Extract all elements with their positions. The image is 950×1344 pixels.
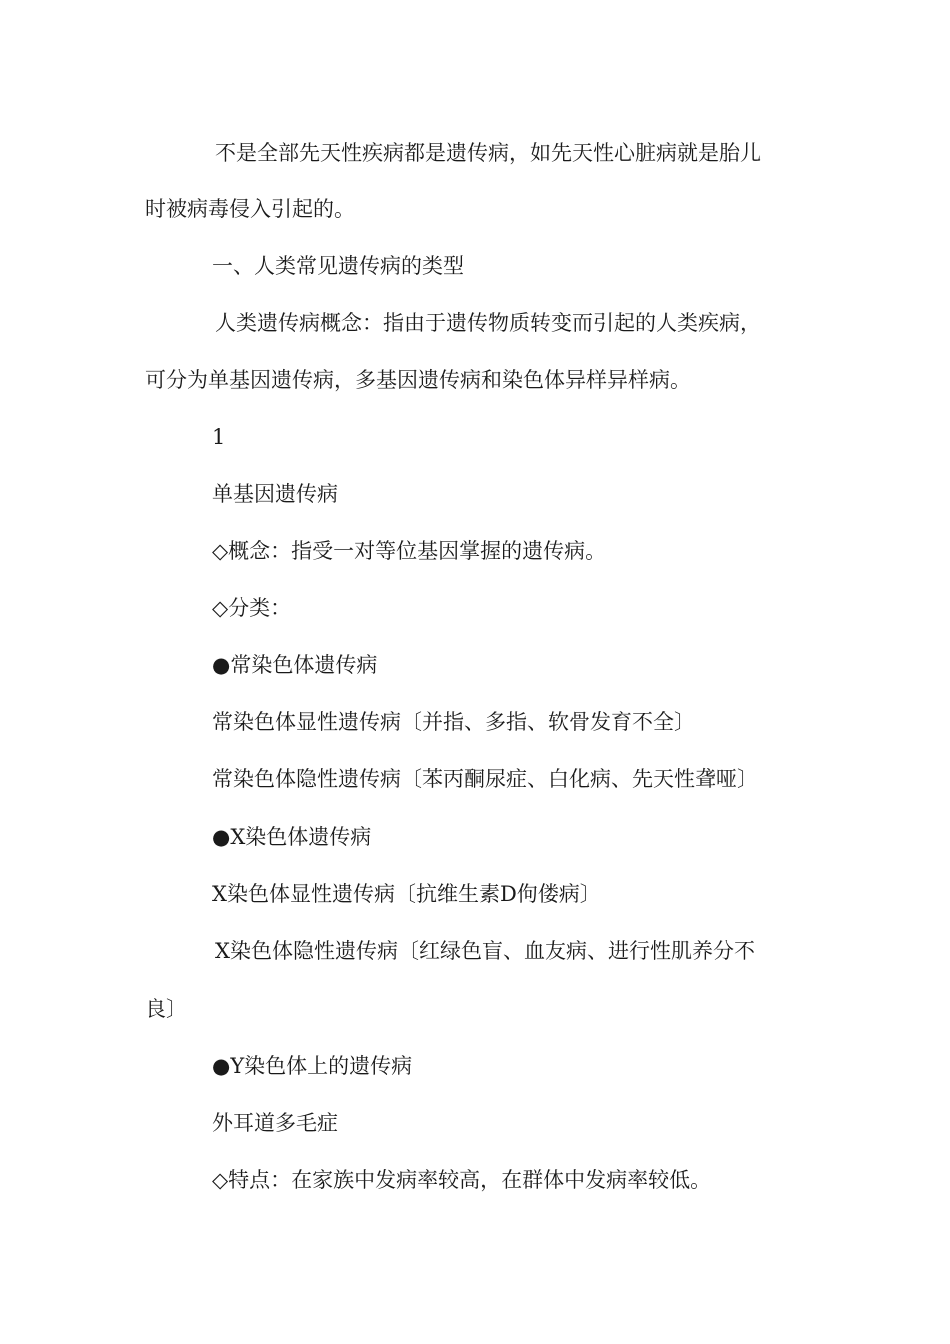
bullet-item: ●Y染色体上的遗传病 — [212, 1054, 413, 1078]
bullet-item: ●X染色体遗传病 — [212, 825, 372, 849]
list-item: 外耳道多毛症 — [212, 1111, 338, 1135]
paragraph-line: 不是全部先天性疾病都是遗传病，如先天性心脏病就是胎儿 — [215, 141, 761, 165]
paragraph-line: 人类遗传病概念：指由于遗传物质转变而引起的人类疾病， — [215, 311, 761, 335]
feature-line: ◇特点：在家族中发病率较高，在群体中发病率较低。 — [212, 1168, 712, 1192]
list-item: X染色体隐性遗传病〔红绿色盲、血友病、进行性肌养分不 — [215, 939, 755, 963]
paragraph-line: 可分为单基因遗传病，多基因遗传病和染色体异样异样病。 — [145, 368, 691, 392]
list-item: 常染色体显性遗传病〔并指、多指、软骨发育不全〕 — [212, 710, 695, 734]
subsection-heading: 单基因遗传病 — [212, 482, 338, 506]
bullet-item: ●常染色体遗传病 — [212, 653, 378, 677]
classification-line: ◇分类： — [212, 596, 292, 620]
concept-line: ◇概念：指受一对等位基因掌握的遗传病。 — [212, 539, 607, 563]
section-heading: 一、人类常见遗传病的类型 — [212, 254, 464, 278]
item-number: 1 — [212, 425, 226, 449]
list-item-continuation: 良〕 — [145, 997, 187, 1021]
list-item: 常染色体隐性遗传病〔苯丙酮尿症、白化病、先天性聋哑〕 — [212, 767, 758, 791]
list-item: X染色体显性遗传病〔抗维生素D佝偻病〕 — [212, 882, 601, 906]
paragraph-line: 时被病毒侵入引起的。 — [145, 197, 355, 221]
